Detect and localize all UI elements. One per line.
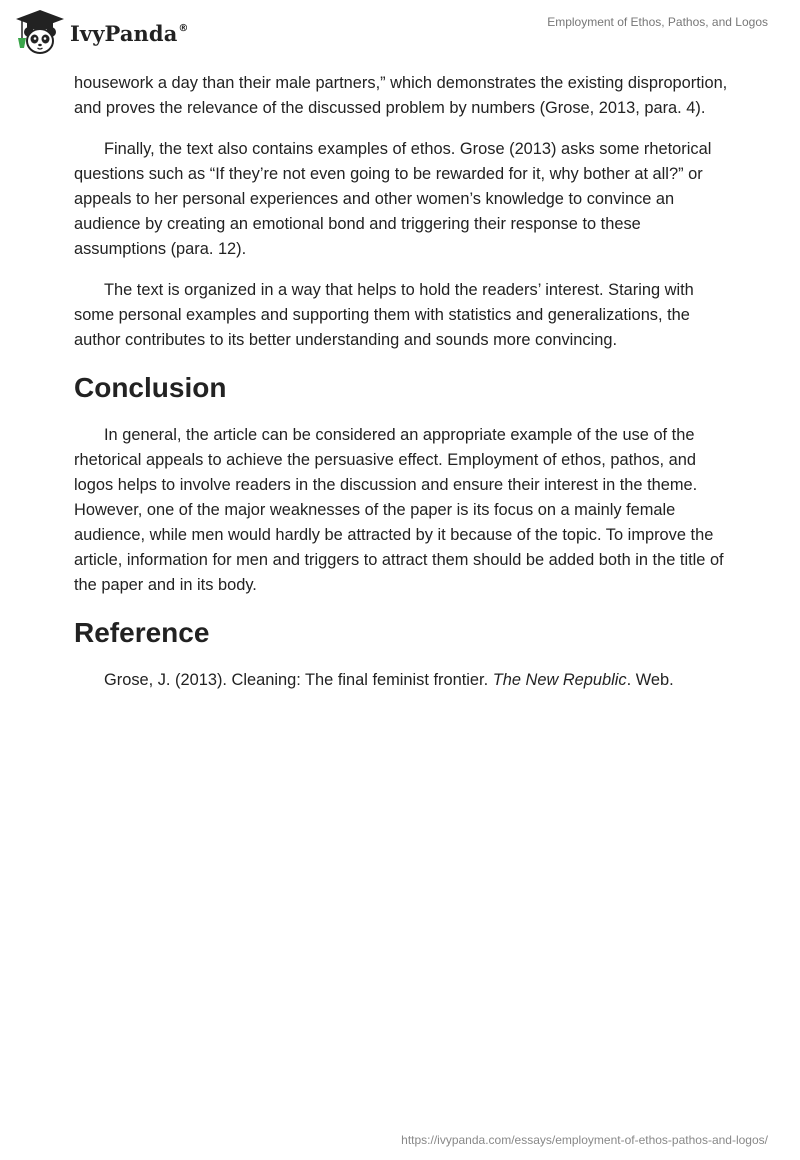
logo-wordmark: IvyPanda®	[70, 20, 189, 46]
ivypanda-logo[interactable]	[14, 8, 189, 56]
reference-heading: Reference	[74, 617, 210, 648]
paragraph-continuation: housework a day than their male partners,” which demonstrates the existing disproportion, and proves the relevance of the discussed problem by numbers (Grose, 2013, para. 4).	[74, 74, 728, 117]
document-title: Employment of Ethos, Pathos, and Logos	[547, 15, 768, 29]
paragraph-conclusion: In general, the article can be considered an appropriate example of the use of the rhetorical appeals to achieve the persuasive effect. Employment of ethos, pathos, and logos helps to involve readers in the discussion and ensure their interest in the theme. However, one of the major weaknesses of the paper is its focus on a mainly female audience, while men would hardly be attracted by it because of the topic. To improve the article, information for men and triggers to attract them should be added both in the title of the paper and in its body.	[74, 426, 724, 594]
reference-source-title: The New Republic	[492, 671, 627, 689]
source-url[interactable]: https://ivypanda.com/essays/employment-of-ethos-pathos-and-logos/	[401, 1133, 768, 1147]
reference-entry: Grose, J. (2013). Cleaning: The final feminist frontier. The New Republic. Web.	[104, 671, 674, 689]
paragraph-organization: The text is organized in a way that helps to hold the readers’ interest. Staring with some personal examples and supporting them with statistics and generalizations, the author contributes to its better understanding and sounds more convincing.	[74, 281, 694, 349]
panda-graduate-icon	[14, 8, 66, 56]
page-header	[0, 0, 800, 66]
conclusion-heading: Conclusion	[74, 372, 227, 403]
paragraph-ethos: Finally, the text also contains examples of ethos. Grose (2013) asks some rhetorical questions such as “If they’re not even going to be rewarded for it, why bother at all?” or appeals to her personal experiences and other women’s knowledge to convince an audience by creating an emotional bond and triggering their response to these assumptions (para. 12).	[74, 140, 712, 258]
document-body	[74, 71, 730, 709]
